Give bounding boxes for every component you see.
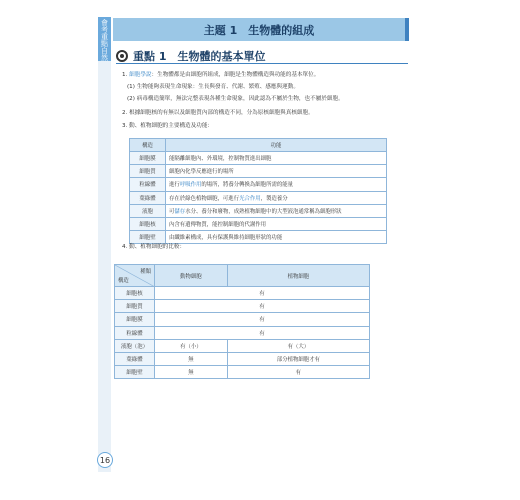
page-number: 16 bbox=[97, 452, 113, 468]
structure-function bbox=[166, 191, 387, 204]
para-text: ：生物體都是由細胞所組成，細胞是生物體構造與功能的基本單位。 bbox=[151, 72, 320, 78]
table-header: 功能 bbox=[166, 139, 387, 152]
function-text: 可 bbox=[169, 208, 175, 215]
table-header: 構造 bbox=[130, 139, 166, 152]
side-tab-label: 會考重點自然 bbox=[98, 17, 111, 61]
animal-cell-value: 有（小） bbox=[155, 339, 228, 352]
table-row bbox=[115, 300, 370, 313]
table-row bbox=[130, 231, 387, 244]
table-row bbox=[130, 165, 387, 178]
structure-name: 粒線體 bbox=[130, 178, 166, 191]
function-text: 的場所，將養分轉換為細胞所需的能量 bbox=[201, 182, 294, 189]
structure-name: 液胞 bbox=[130, 204, 166, 217]
shared-value: 有 bbox=[155, 326, 370, 339]
heading-underline bbox=[116, 63, 408, 64]
animal-cell-value: 無 bbox=[155, 366, 228, 379]
structure-name: 細胞壁 bbox=[130, 231, 166, 244]
corner-bottom-label: 構造 bbox=[118, 278, 129, 284]
shared-value: 有 bbox=[155, 300, 370, 313]
function-text: 細胞內化學反應進行的場所 bbox=[169, 169, 234, 176]
paragraph-2: 2. 根據細胞核的有無以及細胞質內部的構造不同，分為原核細胞與真核細胞。 bbox=[122, 110, 314, 116]
structure-name: 葉綠體 bbox=[115, 352, 155, 365]
key-point-title: 重點 1 生物體的基本單位 bbox=[133, 50, 266, 63]
paragraph-1a: (1) 生物能夠表現生命現象：生長與發育、代謝、繁殖、感應與運動。 bbox=[127, 84, 299, 90]
comparison-table bbox=[114, 264, 370, 379]
table-row bbox=[130, 217, 387, 230]
structure-name: 液胞（泡） bbox=[115, 339, 155, 352]
table-header: 動物細胞 bbox=[155, 265, 228, 287]
target-icon bbox=[116, 50, 128, 62]
highlight-term: 細胞學說 bbox=[129, 72, 152, 78]
plant-cell-value: 部分植物細胞才有 bbox=[227, 352, 369, 365]
table-corner-cell bbox=[115, 265, 155, 287]
animal-cell-value: 無 bbox=[155, 352, 228, 365]
structure-name: 細胞核 bbox=[115, 287, 155, 300]
shared-value: 有 bbox=[155, 313, 370, 326]
topic-title: 主題 1 生物體的組成 bbox=[203, 23, 315, 37]
highlight-term: 呼吸作用 bbox=[179, 182, 202, 189]
structure-name: 細胞膜 bbox=[115, 313, 155, 326]
function-text: 進行 bbox=[169, 182, 180, 189]
topic-banner bbox=[113, 18, 409, 41]
table-row bbox=[115, 313, 370, 326]
structure-name: 細胞膜 bbox=[130, 152, 166, 165]
highlight-term: 光合作用 bbox=[239, 195, 261, 202]
paragraph-3: 3. 動、植物細胞的主要構造及功能： bbox=[122, 123, 214, 129]
structure-name: 細胞核 bbox=[130, 217, 166, 230]
paragraph-4: 4. 動、植物細胞的比較： bbox=[122, 244, 186, 250]
structure-function-table bbox=[129, 138, 387, 244]
structure-function bbox=[166, 217, 387, 230]
table-row bbox=[115, 326, 370, 339]
structure-name: 細胞壁 bbox=[115, 366, 155, 379]
table-row bbox=[130, 191, 387, 204]
side-tab bbox=[98, 17, 111, 472]
corner-top-label: 種類 bbox=[140, 269, 151, 275]
table-header: 植物細胞 bbox=[227, 265, 369, 287]
paragraph-1 bbox=[122, 72, 319, 79]
structure-function bbox=[166, 178, 387, 191]
plant-cell-value: 有 bbox=[227, 366, 369, 379]
structure-name: 葉綠體 bbox=[130, 191, 166, 204]
table-row bbox=[130, 152, 387, 165]
structure-name: 細胞質 bbox=[115, 300, 155, 313]
structure-name: 細胞質 bbox=[130, 165, 166, 178]
function-text: 水分、養分和廢物，成熟植物細胞中的大型液泡通常稱為細胞形狀 bbox=[185, 208, 342, 215]
function-text: ，製造養分 bbox=[260, 195, 288, 202]
table-row bbox=[115, 366, 370, 379]
key-point-heading bbox=[116, 48, 265, 64]
function-text: 存在於綠色植物細胞，可進行 bbox=[169, 195, 240, 202]
para-number: 1. bbox=[122, 72, 128, 78]
structure-function bbox=[166, 165, 387, 178]
table-row bbox=[130, 178, 387, 191]
table-row bbox=[130, 204, 387, 217]
plant-cell-value: 有（大） bbox=[227, 339, 369, 352]
structure-function bbox=[166, 204, 387, 217]
function-text: 由纖維素構成，具有保護與維持細胞形狀的功能 bbox=[169, 235, 283, 242]
table-row bbox=[115, 339, 370, 352]
shared-value: 有 bbox=[155, 287, 370, 300]
highlight-term: 儲存 bbox=[174, 208, 186, 215]
table-row bbox=[115, 287, 370, 300]
table-row bbox=[115, 352, 370, 365]
structure-function bbox=[166, 231, 387, 244]
paragraph-1b: (2) 病毒構造簡單，無法完整表現各種生命現象，因此認為不屬於生物，也不屬於細胞。 bbox=[127, 96, 344, 102]
structure-name: 粒線體 bbox=[115, 326, 155, 339]
function-text: 內含有遺傳物質，能控制細胞的代謝作用 bbox=[169, 222, 267, 229]
structure-function bbox=[166, 152, 387, 165]
function-text: 能隔離細胞內、外環境，控制物質進出細胞 bbox=[169, 156, 272, 163]
